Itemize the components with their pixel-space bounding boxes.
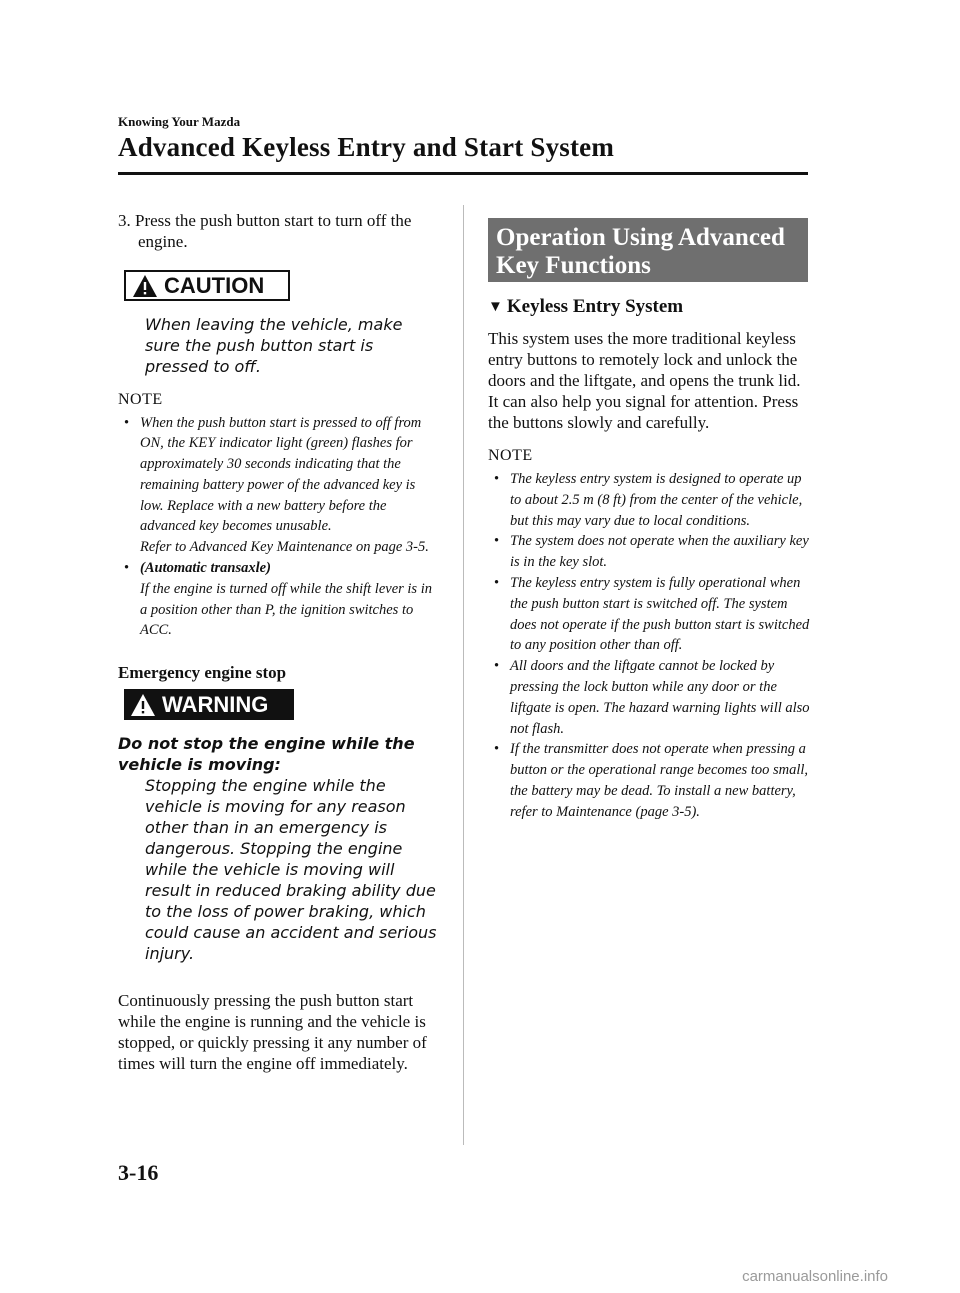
note-item xyxy=(488,739,810,822)
section-label: Knowing Your Mazda xyxy=(118,114,241,129)
note-item-text: If the transmitter does not operate when pressing a button or the operational range becomes too small, the battery may be dead. To install a new battery, refer to Maintenance (page 3-5). xyxy=(510,741,809,820)
emergency-body-text: Continuously pressing the push button start while the engine is running and the vehicle is stopped, or quickly pressing it any number of times will turn the engine off immediately. xyxy=(118,990,427,1073)
caution-label: CAUTION xyxy=(164,272,265,298)
bullet-icon: • xyxy=(494,741,500,758)
bullet-icon: • xyxy=(124,414,130,431)
warning-heading: Do not stop the engine while the vehicle is moving: xyxy=(118,733,415,774)
note-item xyxy=(488,531,810,573)
note-item-text: The keyless entry system is fully operational when the push button start is switched off. The system does not operate if the push button start is switched to any position other than off. xyxy=(510,574,810,654)
keyless-entry-heading-text: Keyless Entry System xyxy=(506,296,684,317)
note-item-text: If the engine is turned off while the shift lever is in a position other than P, the ignition switches to ACC. xyxy=(140,580,432,639)
watermark: carmanualsonline.info xyxy=(742,1268,888,1285)
note-item-text: When the push button start is pressed to off from ON, the KEY indicator light (green) flashes for approximately 30 seconds indicating that the remaining battery power of the advanced key is low. Replace with a new battery before the advanced key becomes unusable. xyxy=(140,414,422,535)
bullet-icon: • xyxy=(494,574,500,591)
bullet-icon: • xyxy=(494,658,500,675)
step-3: 3. Press the push button start to turn off the engine. xyxy=(118,211,412,251)
warning-label: WARNING xyxy=(162,691,269,717)
warning-text: Stopping the engine while the vehicle is moving for any reason other than in an emergency is dangerous. Stopping the engine while the vehicle is moving will result in reduced braking ability due to the loss of power braking, which could cause an accident and serious injury. xyxy=(145,775,437,963)
note-item xyxy=(118,413,440,559)
emergency-heading: Emergency engine stop xyxy=(118,663,287,683)
caution-text: When leaving the vehicle, make sure the push button start is pressed to off. xyxy=(145,314,403,376)
page-title: Advanced Keyless Entry and Start System xyxy=(118,132,615,162)
warning-triangle-icon xyxy=(130,692,156,718)
page-number: 3-16 xyxy=(118,1160,159,1185)
bullet-icon: • xyxy=(494,471,500,487)
note-item-heading: (Automatic transaxle) xyxy=(140,560,271,577)
note-label: NOTE xyxy=(118,390,163,408)
note-item-reference: Refer to Advanced Key Maintenance on page 3-5. xyxy=(140,539,429,556)
note-item xyxy=(118,558,440,641)
note-item-text: All doors and the liftgate cannot be locked by pressing the lock button while any door or the liftgate is open. The hazard warning lights will also not flash. xyxy=(510,658,810,737)
left-column xyxy=(118,210,440,1074)
note-item-text: The system does not operate when the auxiliary key is in the key slot. xyxy=(510,533,809,571)
triangle-down-icon: ▼ xyxy=(488,298,503,315)
keyless-body-2: It can also help you signal for attention. Press the buttons slowly and carefully. xyxy=(488,392,799,432)
caution-badge xyxy=(124,270,290,301)
column-divider xyxy=(463,205,464,1145)
note-item xyxy=(488,656,810,739)
note-item xyxy=(488,573,810,656)
note-item xyxy=(488,469,810,531)
bullet-icon: • xyxy=(494,533,500,550)
section-heading-box: Operation Using Advanced Key Functions xyxy=(488,218,808,282)
warning-badge xyxy=(124,689,294,720)
note-list xyxy=(488,469,810,823)
keyless-body-1: This system uses the more traditional keyless entry buttons to remotely lock and unlock the doors and the liftgate, and opens the trunk lid. xyxy=(488,329,801,390)
bullet-icon: • xyxy=(124,560,130,577)
note-item-text: The keyless entry system is designed to operate up to about 2.5 m (8 ft) from the center of the vehicle, but this may vary due to local conditions. xyxy=(510,471,803,529)
caution-triangle-icon xyxy=(132,273,158,299)
title-rule xyxy=(118,172,808,175)
right-column xyxy=(488,218,810,823)
keyless-entry-heading xyxy=(488,296,810,318)
note-label: NOTE xyxy=(488,447,533,464)
note-list xyxy=(118,413,440,642)
